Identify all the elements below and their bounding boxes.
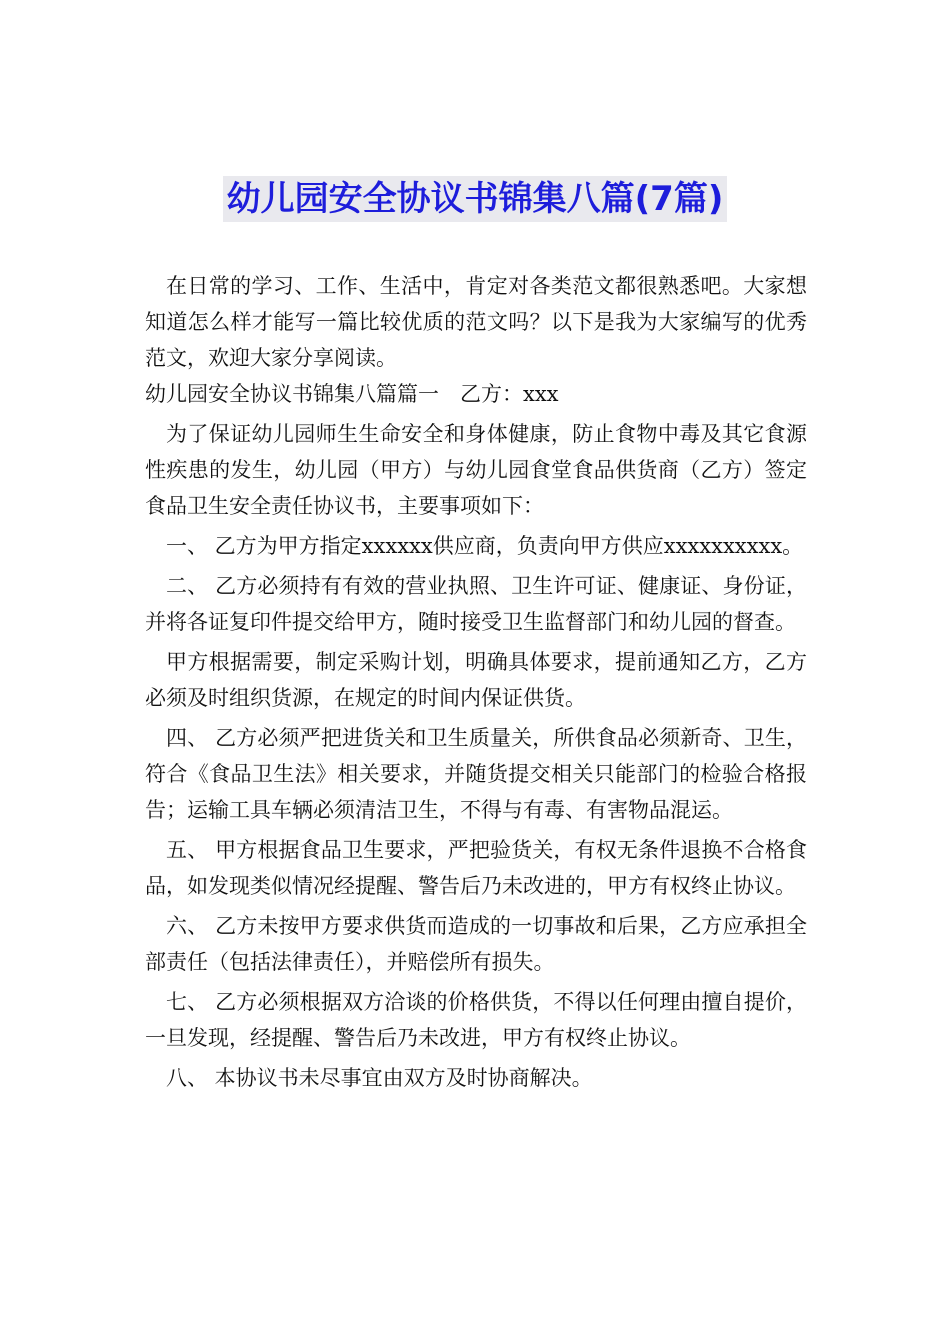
title-container xyxy=(0,176,950,222)
document-body xyxy=(145,268,807,1096)
clause-8: 八、 本协议书未尽事宜由双方及时协商解决。 xyxy=(166,1066,593,1090)
clause-1: 一、 乙方为甲方指定xxxxxx供应商，负责向甲方供应xxxxxxxxxx。 xyxy=(166,534,804,558)
clause-5: 五、 甲方根据食品卫生要求，严把验货关，有权无条件退换不合格食品，如发现类似情况经提醒、警告后乃未改进的，甲方有权终止协议。 xyxy=(145,838,807,898)
clause-6: 六、 乙方未按甲方要求供货而造成的一切事故和后果，乙方应承担全部责任（包括法律责任），并赔偿所有损失。 xyxy=(145,914,807,974)
preamble-paragraph: 为了保证幼儿园师生生命安全和身体健康，防止食物中毒及其它食源性疾患的发生，幼儿园（甲方）与幼儿园食堂食品供货商（乙方）签定食品卫生安全责任协议书，主要事项如下： xyxy=(145,422,807,518)
clause-2: 二、 乙方必须持有有效的营业执照、卫生许可证、健康证、身份证，并将各证复印件提交给甲方，随时接受卫生监督部门和幼儿园的督查。 xyxy=(145,574,807,634)
section-heading: 幼儿园安全协议书锦集八篇篇一 乙方：xxx xyxy=(145,382,559,406)
clause-4: 四、 乙方必须严把进货关和卫生质量关，所供食品必须新奇、卫生，符合《食品卫生法》相关要求，并随货提交相关只能部门的检验合格报告；运输工具车辆必须清洁卫生，不得与有毒、有害物品混运。 xyxy=(145,726,807,822)
clause-7: 七、 乙方必须根据双方洽谈的价格供货，不得以任何理由擅自提价，一旦发现，经提醒、警告后乃未改进，甲方有权终止协议。 xyxy=(145,990,807,1050)
document-title: 幼儿园安全协议书锦集八篇(7篇) xyxy=(223,176,728,222)
clause-3: 甲方根据需要，制定采购计划，明确具体要求，提前通知乙方，乙方必须及时组织货源，在规定的时间内保证供货。 xyxy=(145,650,807,710)
intro-paragraph: 在日常的学习、工作、生活中，肯定对各类范文都很熟悉吧。大家想知道怎么样才能写一篇比较优质的范文吗？以下是我为大家编写的优秀范文，欢迎大家分享阅读。 xyxy=(145,274,807,370)
